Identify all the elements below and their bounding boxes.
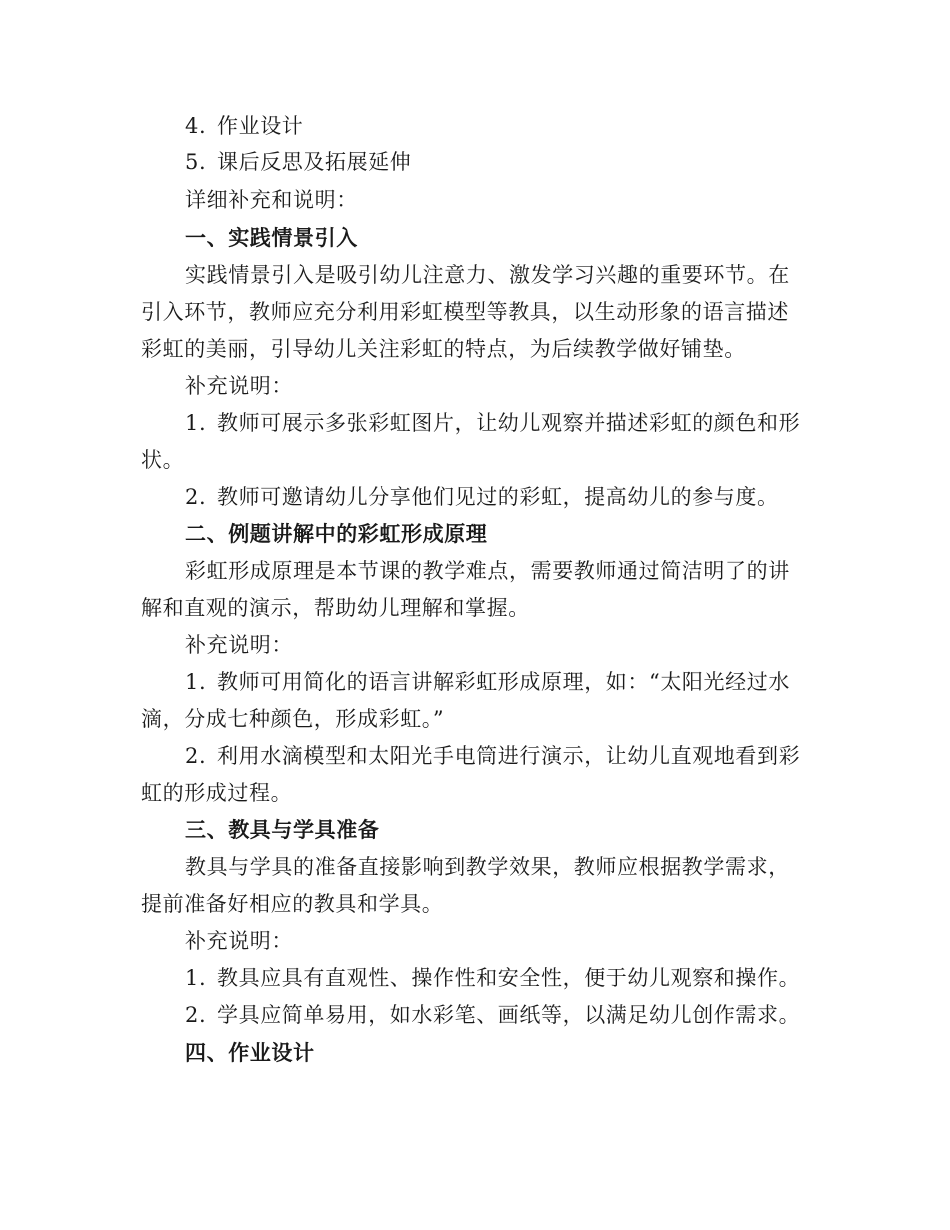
- list-item-text: 教师可展示多张彩虹图片，让幼儿观察并描述彩虹的颜色和形: [217, 411, 801, 435]
- supplement-label: 补充说明：: [185, 929, 293, 953]
- list-item-continuation: 状。: [141, 448, 185, 472]
- paragraph-line: 彩虹形成原理是本节课的教学难点，需要教师通过简洁明了的讲: [185, 559, 790, 583]
- section-heading: 三、教具与学具准备: [185, 817, 380, 842]
- list-item-continuation: 虹的形成过程。: [141, 781, 293, 805]
- list-item: [185, 963, 800, 993]
- list-item: [185, 667, 790, 697]
- paragraph-line: 实践情景引入是吸引幼儿注意力、激发学习兴趣的重要环节。在: [185, 263, 790, 287]
- paragraph-line: 解和直观的演示，帮助幼儿理解和掌握。: [141, 596, 530, 620]
- intro-text: 详细补充和说明：: [185, 188, 358, 212]
- list-item-text: 教师可邀请幼儿分享他们见过的彩虹，提高幼儿的参与度。: [217, 485, 779, 509]
- list-item: [185, 741, 800, 771]
- list-item: [185, 1000, 800, 1030]
- section-heading: 一、实践情景引入: [185, 225, 358, 250]
- supplement-label: 补充说明：: [185, 374, 293, 398]
- list-item-text: 教师可用简化的语言讲解彩虹形成原理，如：“太阳光经过水: [217, 670, 790, 694]
- list-item-number: 1.: [185, 966, 207, 990]
- outline-item: [185, 111, 303, 141]
- list-item-text: 学具应简单易用，如水彩笔、画纸等，以满足幼儿创作需求。: [217, 1003, 801, 1027]
- list-item-number: 2.: [185, 485, 207, 509]
- outline-item-number: 5.: [185, 150, 207, 174]
- list-item: [185, 408, 800, 438]
- paragraph-line: 引入环节，教师应充分利用彩虹模型等教具，以生动形象的语言描述: [141, 300, 789, 324]
- outline-item-text: 课后反思及拓展延伸: [217, 150, 412, 174]
- list-item-continuation: 滴，分成七种颜色，形成彩虹。”: [141, 707, 445, 731]
- paragraph-line: 教具与学具的准备直接影响到教学效果，教师应根据教学需求，: [185, 855, 790, 879]
- section-heading: 二、例题讲解中的彩虹形成原理: [185, 521, 488, 546]
- outline-item: [185, 147, 411, 177]
- list-item: [185, 482, 779, 512]
- list-item-number: 1.: [185, 670, 207, 694]
- list-item-number: 2.: [185, 744, 207, 768]
- outline-item-text: 作业设计: [217, 114, 304, 138]
- paragraph-line: 提前准备好相应的教具和学具。: [141, 892, 444, 916]
- supplement-label: 补充说明：: [185, 633, 293, 657]
- list-item-number: 2.: [185, 1003, 207, 1027]
- list-item-number: 1.: [185, 411, 207, 435]
- paragraph-line: 彩虹的美丽，引导幼儿关注彩虹的特点，为后续教学做好铺垫。: [141, 337, 746, 361]
- list-item-text: 利用水滴模型和太阳光手电筒进行演示，让幼儿直观地看到彩: [217, 744, 801, 768]
- list-item-text: 教具应具有直观性、操作性和安全性，便于幼儿观察和操作。: [217, 966, 801, 990]
- outline-item-number: 4.: [185, 114, 207, 138]
- section-heading: 四、作业设计: [185, 1040, 315, 1065]
